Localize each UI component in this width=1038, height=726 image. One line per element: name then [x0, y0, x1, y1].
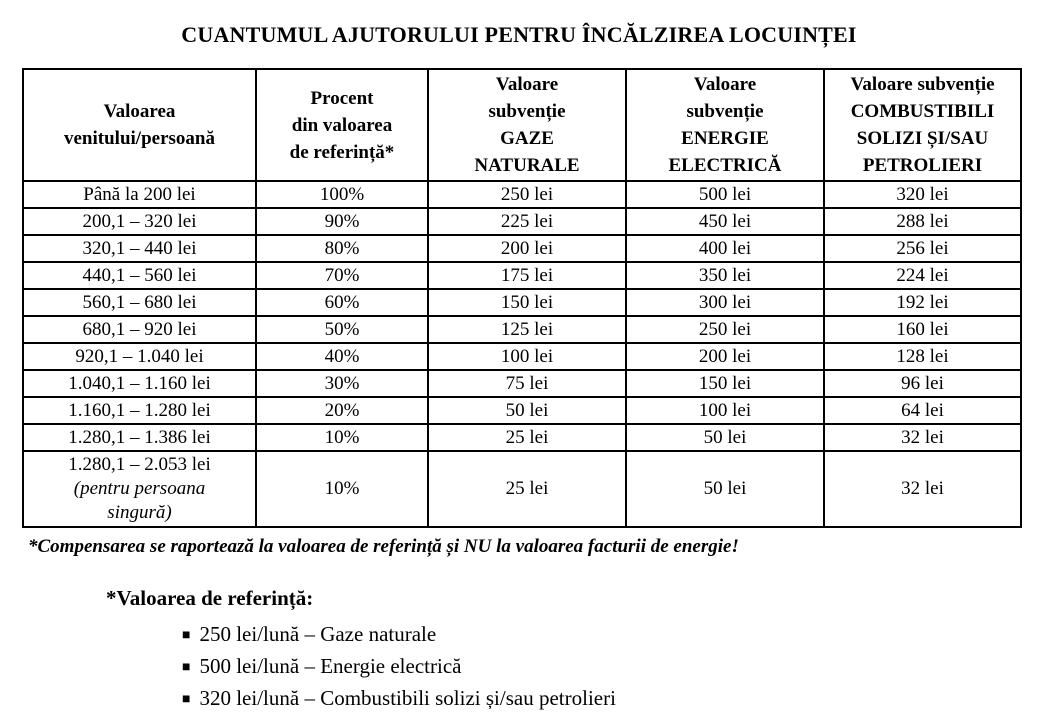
square-bullet-icon: ■ [182, 660, 191, 675]
electric-subsidy-cell: 50 lei [626, 451, 824, 527]
solid-fuel-subsidy-cell: 256 lei [824, 235, 1021, 262]
table-container [22, 68, 1020, 528]
gas-subsidy-cell: 225 lei [428, 208, 626, 235]
percent-cell: 10% [256, 451, 428, 527]
solid-fuel-subsidy-cell: 64 lei [824, 397, 1021, 424]
subsidy-table [22, 68, 1022, 528]
page-title: CUANTUMUL AJUTORULUI PENTRU ÎNCĂLZIREA LOCUINȚEI [181, 22, 857, 47]
electric-subsidy-cell: 150 lei [626, 370, 824, 397]
reference-item-gas [182, 619, 1038, 651]
income-cell: Până la 200 lei [23, 181, 256, 208]
percent-cell: 60% [256, 289, 428, 316]
electric-subsidy-cell: 100 lei [626, 397, 824, 424]
electric-subsidy-cell: 50 lei [626, 424, 824, 451]
income-cell [23, 451, 256, 527]
income-cell: 1.160,1 – 1.280 lei [23, 397, 256, 424]
solid-fuel-subsidy-cell: 288 lei [824, 208, 1021, 235]
reference-item-label: 320 lei/lună – Combustibili solizi și/sau petrolieri [199, 686, 616, 710]
header-line: COMBUSTIBILI [850, 101, 995, 122]
gas-subsidy-cell: 125 lei [428, 316, 626, 343]
header-line: ENERGIE [681, 128, 769, 149]
header-line: GAZE [500, 128, 554, 149]
solid-fuel-subsidy-cell: 224 lei [824, 262, 1021, 289]
header-line: subvenție [686, 101, 764, 122]
header-line: Procent [310, 87, 374, 109]
table-row [23, 397, 1021, 424]
header-line: SOLIZI ȘI/SAU [856, 128, 989, 149]
reference-heading: *Valoarea de referință: [106, 586, 314, 610]
percent-cell: 90% [256, 208, 428, 235]
reference-list [182, 619, 1038, 715]
electric-subsidy-cell: 500 lei [626, 181, 824, 208]
solid-fuel-subsidy-cell: 128 lei [824, 343, 1021, 370]
percent-cell: 50% [256, 316, 428, 343]
percent-cell: 20% [256, 397, 428, 424]
column-header-percent [256, 69, 428, 181]
header-line: NATURALE [474, 155, 580, 176]
column-header-income [23, 69, 256, 181]
gas-subsidy-cell: 50 lei [428, 397, 626, 424]
income-cell: 1.280,1 – 1.386 lei [23, 424, 256, 451]
electric-subsidy-cell: 200 lei [626, 343, 824, 370]
gas-subsidy-cell: 250 lei [428, 181, 626, 208]
gas-subsidy-cell: 100 lei [428, 343, 626, 370]
solid-fuel-subsidy-cell: 160 lei [824, 316, 1021, 343]
percent-cell: 40% [256, 343, 428, 370]
income-cell: 920,1 – 1.040 lei [23, 343, 256, 370]
table-row [23, 370, 1021, 397]
column-header-gas [428, 69, 626, 181]
solid-fuel-subsidy-cell: 320 lei [824, 181, 1021, 208]
reference-item-label: 250 lei/lună – Gaze naturale [199, 622, 437, 646]
header-row [23, 69, 1021, 181]
header-line: venitului/persoană [64, 128, 215, 149]
column-header-electric [626, 69, 824, 181]
reference-item-solid-fuel [182, 683, 1038, 715]
header-line: PETROLIERI [862, 155, 983, 176]
table-row-single-person [23, 451, 1021, 527]
reference-item-label: 500 lei/lună – Energie electrică [199, 654, 462, 678]
square-bullet-icon: ■ [182, 692, 191, 707]
table-row [23, 289, 1021, 316]
income-note: (pentru persoana [73, 478, 206, 499]
gas-subsidy-cell: 200 lei [428, 235, 626, 262]
income-cell: 440,1 – 560 lei [23, 262, 256, 289]
gas-subsidy-cell: 25 lei [428, 424, 626, 451]
electric-subsidy-cell: 400 lei [626, 235, 824, 262]
percent-cell: 80% [256, 235, 428, 262]
table-row [23, 235, 1021, 262]
square-bullet-icon: ■ [182, 628, 191, 643]
header-line: Valoare [693, 74, 757, 95]
gas-subsidy-cell: 25 lei [428, 451, 626, 527]
table-row [23, 181, 1021, 208]
electric-subsidy-cell: 300 lei [626, 289, 824, 316]
header-line: subvenție [488, 101, 566, 122]
income-note: singură) [107, 502, 172, 523]
header-line: ELECTRICĂ [668, 155, 782, 176]
income-range: 1.280,1 – 2.053 lei [68, 454, 211, 475]
compensation-footnote: *Compensarea se raportează la valoarea de referință și NU la valoarea facturii de energie! [28, 536, 739, 557]
solid-fuel-subsidy-cell: 32 lei [824, 424, 1021, 451]
percent-cell: 70% [256, 262, 428, 289]
solid-fuel-subsidy-cell: 96 lei [824, 370, 1021, 397]
income-cell: 1.040,1 – 1.160 lei [23, 370, 256, 397]
header-line: de referință* [289, 141, 395, 163]
income-cell: 560,1 – 680 lei [23, 289, 256, 316]
electric-subsidy-cell: 450 lei [626, 208, 824, 235]
income-cell: 320,1 – 440 lei [23, 235, 256, 262]
income-cell: 200,1 – 320 lei [23, 208, 256, 235]
electric-subsidy-cell: 250 lei [626, 316, 824, 343]
solid-fuel-subsidy-cell: 192 lei [824, 289, 1021, 316]
gas-subsidy-cell: 175 lei [428, 262, 626, 289]
solid-fuel-subsidy-cell: 32 lei [824, 451, 1021, 527]
reference-item-electric [182, 651, 1038, 683]
percent-cell: 30% [256, 370, 428, 397]
table-row [23, 262, 1021, 289]
column-header-solid-fuel [824, 69, 1021, 181]
table-row [23, 208, 1021, 235]
percent-cell: 10% [256, 424, 428, 451]
electric-subsidy-cell: 350 lei [626, 262, 824, 289]
header-line: Valoarea [103, 101, 176, 122]
reference-values-section [106, 586, 1038, 715]
gas-subsidy-cell: 75 lei [428, 370, 626, 397]
gas-subsidy-cell: 150 lei [428, 289, 626, 316]
percent-cell: 100% [256, 181, 428, 208]
income-cell: 680,1 – 920 lei [23, 316, 256, 343]
header-line: Valoare subvenție [850, 74, 995, 95]
table-row [23, 316, 1021, 343]
table-row [23, 343, 1021, 370]
table-row [23, 424, 1021, 451]
header-line: din valoarea [291, 114, 393, 136]
header-line: Valoare [495, 74, 559, 95]
